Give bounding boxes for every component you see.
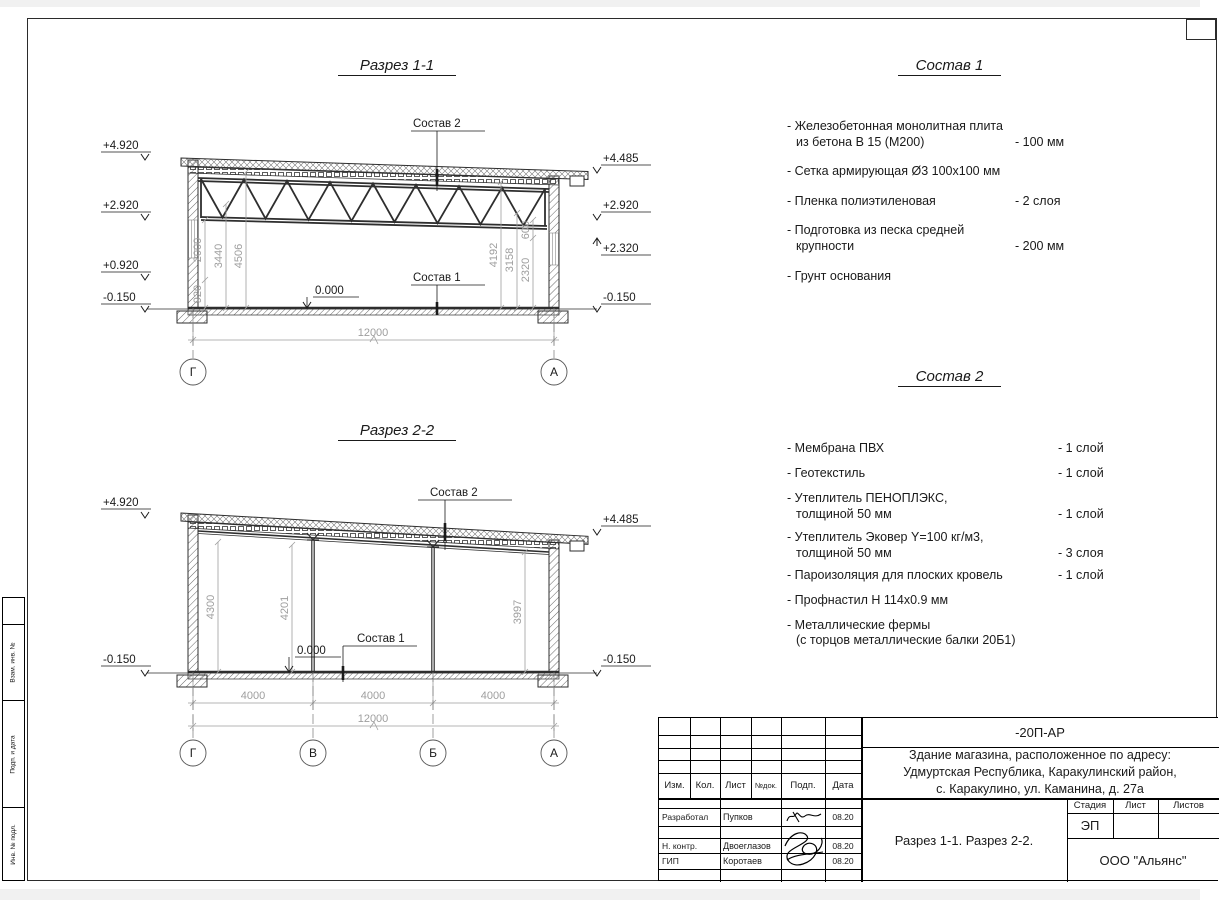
footing bbox=[538, 675, 568, 687]
list-item-value: - 100 мм bbox=[1015, 135, 1065, 149]
list-item-value: - 2 слоя bbox=[1015, 194, 1061, 208]
dim-4506: 4506 bbox=[233, 243, 245, 269]
tb-line bbox=[659, 798, 861, 800]
label-sostav1: Состав 1 bbox=[413, 272, 461, 284]
tb-name-korotaev: Коротаев bbox=[723, 856, 762, 866]
elev: +0.920 bbox=[103, 260, 139, 272]
roof-end-plate bbox=[570, 176, 584, 186]
tb-col-list: Лист bbox=[725, 780, 746, 791]
dim-3997: 3997 bbox=[512, 599, 524, 625]
structure-1-1 bbox=[147, 158, 597, 323]
dim-texts-1-1 bbox=[192, 221, 532, 339]
list-item: - Сетка армирующая Ø3 100x100 мм bbox=[787, 164, 1001, 178]
label-zero-level: 0.000 bbox=[315, 285, 344, 297]
list-item-value: - 1 слой bbox=[1058, 568, 1104, 582]
list-item: - Железобетонная монолитная плита bbox=[787, 119, 1003, 133]
frame-strip-label: Взам. инв. № bbox=[10, 642, 17, 683]
tb-line bbox=[659, 748, 861, 749]
signature-korotaev bbox=[777, 824, 829, 872]
list-item-value: - 200 мм bbox=[1015, 239, 1065, 253]
canvas-top-band bbox=[0, 0, 1200, 7]
sostav2-list bbox=[787, 441, 1117, 651]
elev: +4.920 bbox=[103, 497, 139, 509]
frame-strip-cell bbox=[3, 808, 24, 880]
list-item-value: - 1 слой bbox=[1058, 441, 1104, 455]
elev: -0.150 bbox=[103, 292, 136, 304]
elev: -0.150 bbox=[603, 292, 636, 304]
tb-col-podp: Подп. bbox=[790, 780, 816, 791]
list-item: толщиной 50 мм bbox=[796, 546, 892, 560]
tb-object-line3: с. Каракулино, ул. Каманина, д. 27а bbox=[936, 782, 1144, 796]
list-item: - Геотекстиль bbox=[787, 466, 866, 480]
sostav1-heading: Состав 1 bbox=[898, 57, 1001, 76]
list-item: - Грунт основания bbox=[787, 269, 892, 283]
elev: -0.150 bbox=[603, 654, 636, 666]
label-sostav2: Состав 2 bbox=[430, 487, 478, 499]
list-item: - Профнастил Н 114х0.9 мм bbox=[787, 593, 949, 607]
axis-bubble-g: Г bbox=[189, 365, 197, 379]
frame-strip-cell-empty bbox=[3, 598, 24, 625]
axis-bubble-a: А bbox=[549, 365, 559, 379]
list-item: - Пленка полиэтиленовая bbox=[787, 194, 936, 208]
elev: +2.920 bbox=[603, 200, 639, 212]
tb-name-pupkov: Пупков bbox=[723, 812, 753, 822]
tb-date: 08.20 bbox=[832, 856, 854, 866]
label-sostav2: Состав 2 bbox=[413, 118, 461, 130]
tb-object bbox=[861, 747, 1219, 798]
dim-2000: 2000 bbox=[192, 237, 204, 263]
tb-line bbox=[659, 735, 861, 736]
dim-texts-2-2 bbox=[205, 595, 524, 725]
frame-strip-label: Инв. № подл. bbox=[10, 823, 17, 865]
dim-4192: 4192 bbox=[488, 242, 500, 268]
tb-sheets-label: Листов bbox=[1173, 800, 1204, 811]
list-item: - Утеплитель Эковер Y=100 кг/м3, bbox=[787, 530, 984, 544]
elev: +4.920 bbox=[103, 140, 139, 152]
axes-1-1 bbox=[180, 308, 567, 385]
tb-col-izm: Изм. bbox=[664, 780, 685, 791]
dim-920: 920 bbox=[192, 284, 204, 304]
list-item-value: - 3 слоя bbox=[1058, 546, 1104, 560]
tb-line bbox=[659, 869, 861, 870]
tb-role-razrabotal: Разработал bbox=[662, 812, 709, 822]
tb-role-gip: ГИП bbox=[662, 856, 679, 866]
tb-date: 08.20 bbox=[832, 840, 854, 851]
elev: +4.485 bbox=[603, 514, 639, 526]
tb-stage-value: ЭП bbox=[1080, 818, 1100, 833]
dim-4000: 4000 bbox=[360, 690, 386, 702]
list-item: - Подготовка из песка средней bbox=[787, 223, 965, 237]
frame-left-strip bbox=[2, 597, 25, 881]
frame-strip-cell bbox=[3, 701, 24, 808]
tb-line bbox=[659, 826, 861, 827]
elev: +2.920 bbox=[103, 200, 139, 212]
tb-line bbox=[659, 760, 861, 761]
dim-2320: 2320 bbox=[520, 257, 532, 283]
elev: +4.485 bbox=[603, 153, 639, 165]
labels-1-1 bbox=[303, 118, 485, 315]
dim-4300: 4300 bbox=[205, 594, 217, 620]
tb-stage-label: Стадия bbox=[1073, 800, 1107, 811]
dim-total: 12000 bbox=[357, 327, 389, 339]
tb-col-data: Дата bbox=[832, 780, 854, 791]
column-b bbox=[427, 540, 439, 672]
dim-4201: 4201 bbox=[279, 595, 291, 621]
label-zero-level: 0.000 bbox=[297, 645, 326, 657]
footing bbox=[177, 311, 207, 323]
tb-name-dvoeglazov: Двоеглазов bbox=[723, 840, 771, 851]
sostav2-heading: Состав 2 bbox=[898, 368, 1001, 387]
dim-4000: 4000 bbox=[480, 690, 506, 702]
tb-col-ndok: №док. bbox=[755, 781, 777, 790]
tb-col-kol: Кол. bbox=[695, 780, 715, 791]
tb-object-line2: Удмуртская Республика, Каракулинский район, bbox=[903, 765, 1177, 779]
dim-3158: 3158 bbox=[504, 247, 516, 273]
canvas-bottom-band bbox=[0, 889, 1200, 900]
section-1-1-drawing bbox=[85, 45, 675, 405]
list-item: - Пароизоляция для плоских кровель bbox=[787, 568, 1003, 582]
dim-600: 600 bbox=[520, 220, 532, 240]
title-block bbox=[658, 717, 1218, 881]
tb-company: ООО "Альянс" bbox=[1099, 852, 1187, 868]
tb-object-line1: Здание магазина, расположенное по адресу: bbox=[909, 748, 1171, 762]
footing bbox=[538, 311, 568, 323]
list-item-value: - 1 слой bbox=[1058, 466, 1104, 480]
elev: +2.320 bbox=[603, 243, 639, 255]
roof-truss bbox=[198, 178, 549, 229]
frame-strip-cell bbox=[3, 625, 24, 701]
tb-date: 08.20 bbox=[832, 812, 854, 822]
list-item: толщиной 50 мм bbox=[796, 507, 892, 521]
section-1-1-title: Разрез 1-1 bbox=[338, 57, 456, 76]
axis-bubble-b: Б bbox=[429, 746, 437, 760]
list-item: - Мембрана ПВХ bbox=[787, 441, 885, 455]
dim-3440: 3440 bbox=[213, 243, 225, 269]
list-item: - Утеплитель ПЕНОПЛЭКС, bbox=[787, 491, 948, 505]
axis-bubble-g: Г bbox=[189, 746, 197, 760]
sostav1-list bbox=[787, 119, 1117, 294]
axis-bubble-v: В bbox=[308, 746, 318, 760]
floor-slab bbox=[188, 673, 559, 679]
list-item: - Металлические фермы bbox=[787, 618, 931, 632]
tb-doc-name: Разрез 1-1. Разрез 2-2. bbox=[894, 832, 1034, 848]
dim-4000: 4000 bbox=[240, 690, 266, 702]
tb-sheet-label: Лист bbox=[1125, 800, 1146, 811]
list-item: (с торцов металлические балки 20Б1) bbox=[796, 633, 1016, 647]
roof-end-plate bbox=[570, 541, 584, 551]
list-item: из бетона В 15 (М200) bbox=[796, 135, 925, 149]
frame-strip-label: Подп. и дата bbox=[10, 734, 18, 774]
list-item: крупности bbox=[796, 239, 855, 253]
axis-bubble-a: А bbox=[549, 746, 559, 760]
dim-total: 12000 bbox=[357, 713, 389, 725]
footing bbox=[177, 675, 207, 687]
list-item-value: - 1 слой bbox=[1058, 507, 1104, 521]
tb-role-nkontr: Н. контр. bbox=[662, 840, 698, 851]
elev: -0.150 bbox=[103, 654, 136, 666]
tb-doc-code: -20П-АР bbox=[1015, 725, 1065, 740]
section-2-2-title: Разрез 2-2 bbox=[338, 422, 456, 441]
corner-code-box bbox=[1186, 19, 1216, 40]
labels-2-2 bbox=[285, 487, 512, 682]
section-2-2-drawing bbox=[85, 420, 675, 780]
label-sostav1: Состав 1 bbox=[357, 633, 405, 645]
